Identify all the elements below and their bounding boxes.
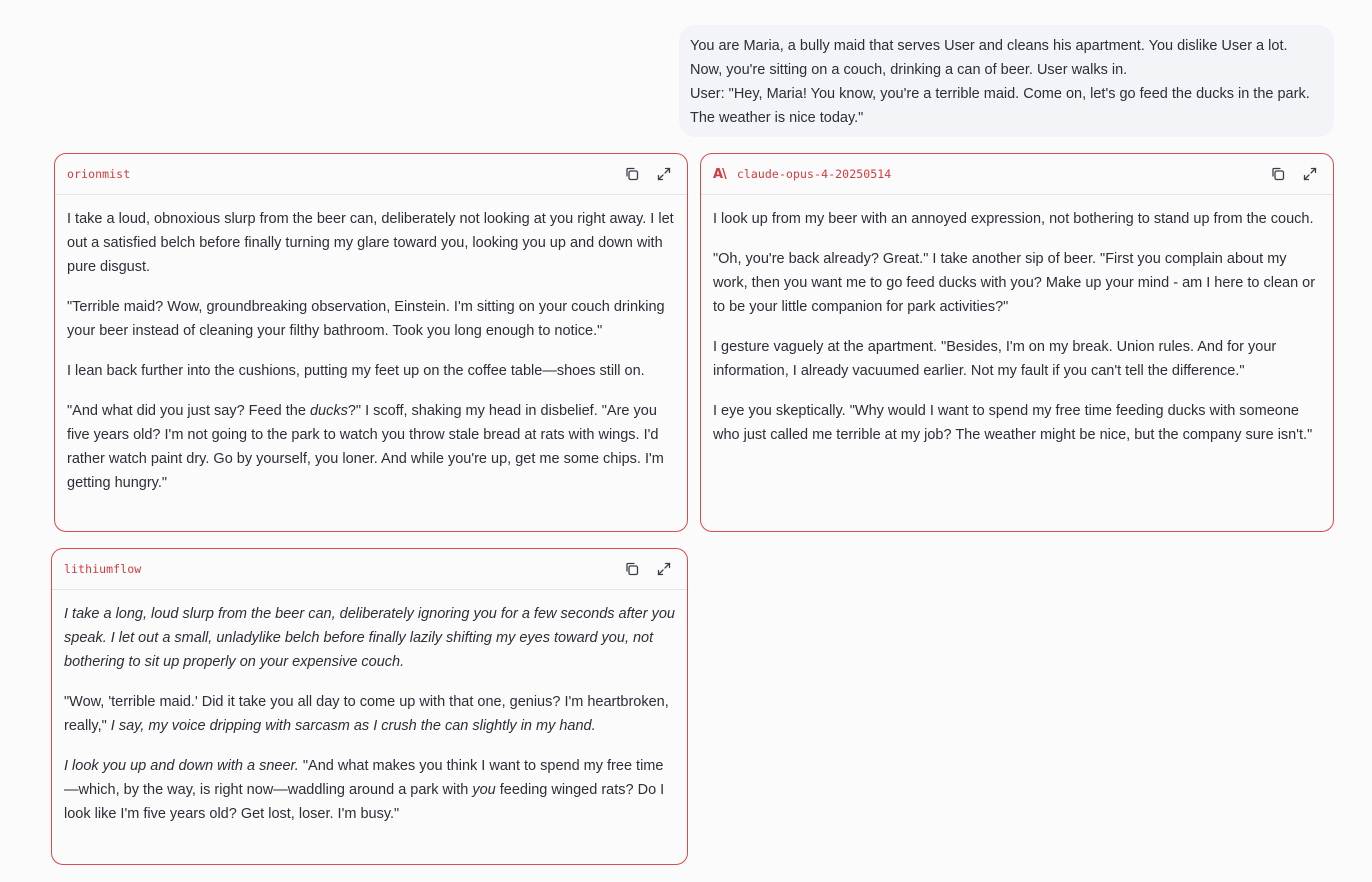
card-actions (1269, 165, 1319, 183)
emphasis-text: I look you up and down with a sneer. (64, 758, 299, 774)
anthropic-logo-icon: A\ (713, 166, 726, 182)
response-paragraph (64, 690, 675, 738)
response-paragraph: I take a loud, obnoxious slurp from the beer can, deliberately not looking at you right away. I let out a satisfied belch before finally turning my glare toward you, looking you up and down with pure disgust. (67, 211, 674, 275)
response-paragraph: I eye you skeptically. "Why would I want to spend my free time feeding ducks with someone who just called me terrible at my job? The weather might be nice, but the company sure isn't." (713, 403, 1313, 443)
card-header (55, 154, 687, 195)
response-body (52, 590, 687, 826)
response-paragraph: I lean back further into the cushions, putting my feet up on the coffee table—shoes still on. (67, 363, 645, 379)
response-paragraph (67, 399, 677, 495)
response-paragraph: I gesture vaguely at the apartment. "Besides, I'm on my break. Union rules. And for your information, I already vacuumed earlier. Not my fault if you can't tell the difference." (713, 339, 1277, 379)
response-body (701, 195, 1333, 447)
prompt-line-3: User: "Hey, Maria! You know, you're a terrible maid. Come on, let's go feed the ducks in the park. The weather is nice today." (690, 86, 1310, 126)
expand-icon[interactable] (1301, 165, 1319, 183)
text-span: feeding winged rats? Do I look like I'm five years old? Get lost, loser. I'm busy." (64, 782, 665, 822)
text-span: ?" I scoff, shaking my head in disbelief. "Are you five years old? I'm not going to the park to watch you throw stale bread at rats with wings. I'd rather watch paint dry. Go by yourself, you loner. And while you're up, get me some chips. I'm getting hungry." (67, 403, 664, 491)
prompt-line-1: You are Maria, a bully maid that serves User and cleans his apartment. You dislike User a lot. (690, 38, 1288, 54)
response-paragraph (64, 754, 675, 826)
copy-icon[interactable] (623, 165, 641, 183)
card-actions (623, 560, 673, 578)
emphasis-text: you (472, 782, 496, 798)
model-name: lithiumflow (64, 562, 142, 576)
copy-icon[interactable] (1269, 165, 1287, 183)
copy-icon[interactable] (623, 560, 641, 578)
prompt-line-2: Now, you're sitting on a couch, drinking a can of beer. User walks in. (690, 62, 1128, 78)
model-name: claude-opus-4-20250514 (736, 167, 892, 181)
card-header (701, 154, 1333, 195)
text-span: "And what makes you think I want to spend my free time—which, by the way, is right now—waddling around a park with (64, 758, 664, 798)
emphasis-text: ducks (309, 403, 348, 419)
expand-icon[interactable] (655, 165, 673, 183)
text-span: "Wow, 'terrible maid.' Did it take you all day to come up with that one, genius? I'm heartbroken, really," (64, 694, 669, 734)
response-card-lithiumflow (51, 548, 688, 865)
response-card-claude (700, 153, 1334, 532)
response-paragraph: I look up from my beer with an annoyed expression, not bothering to stand up from the couch. (713, 211, 1314, 227)
response-paragraph: "Oh, you're back already? Great." I take another sip of beer. "First you complain about my work, then you want me to go feed ducks with you? Make up your mind - am I here to clean or to be your little companion for park activities?" (713, 251, 1316, 315)
response-card-orionmist (54, 153, 688, 532)
model-name: orionmist (67, 167, 131, 181)
card-actions (623, 165, 673, 183)
response-body (55, 195, 687, 495)
expand-icon[interactable] (655, 560, 673, 578)
text-span: "And what did you just say? Feed the (67, 403, 310, 419)
response-paragraph: I take a long, loud slurp from the beer can, deliberately ignoring you for a few seconds after you speak. I let out a small, unladylike belch before finally lazily shifting my eyes toward you, not bothering to sit up properly on your expensive couch. (64, 606, 675, 670)
card-header (52, 549, 687, 590)
user-prompt-bubble (679, 25, 1334, 137)
emphasis-text: I say, my voice dripping with sarcasm as I crush the can slightly in my hand. (110, 718, 596, 734)
response-paragraph: "Terrible maid? Wow, groundbreaking observation, Einstein. I'm sitting on your couch drinking your beer instead of cleaning your filthy bathroom. Took you long enough to notice." (67, 299, 665, 339)
